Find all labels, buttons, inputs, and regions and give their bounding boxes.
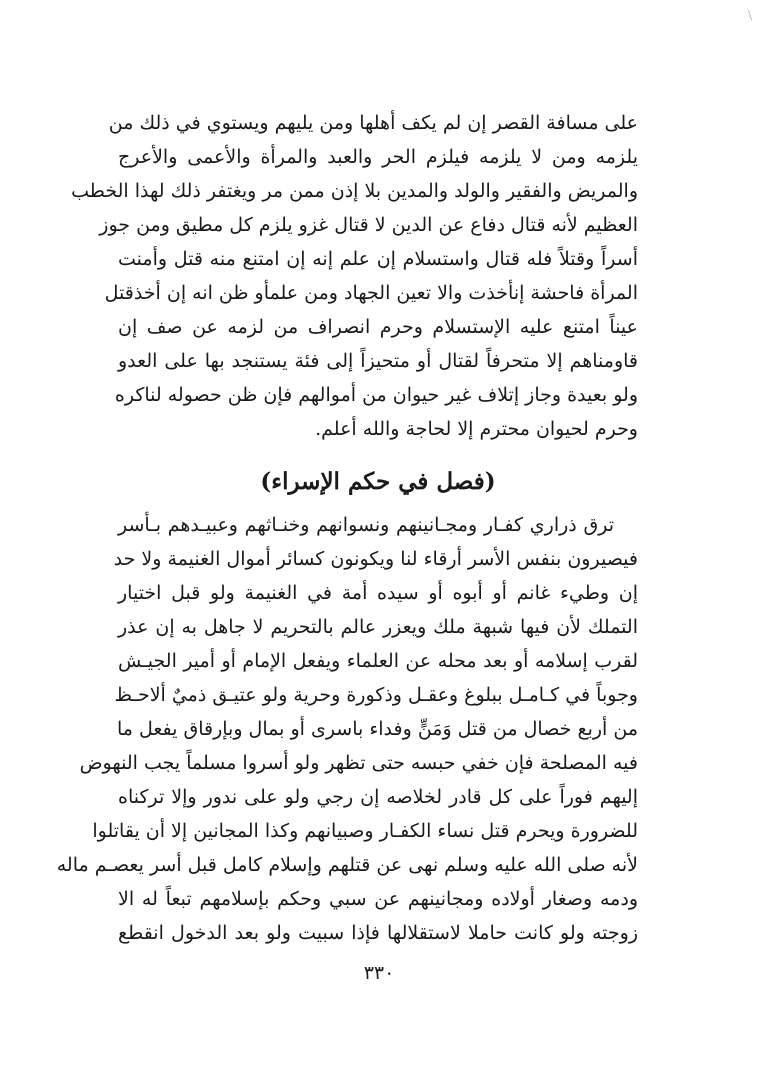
text-line: يلزمه ومن لا يلزمه فيلزم الحر والعبد والمرأة والأعمى والأعرج <box>118 146 638 168</box>
text-line: إن وطيء غانم أو أبوه أو سيده أمة في الغنيمة ولو قبل اختيار <box>118 582 638 604</box>
text-line: لأنه صلى الله عليه وسلم نهى عن قتلهم وإسلام كامل قبل أسر يعصـم ماله <box>56 854 638 876</box>
text-line: عيناً امتنع عليه الإستسلام وحرم انصراف من لزمه عن صف إن <box>118 316 638 338</box>
page-number: ٣٣٠ <box>363 962 395 984</box>
text-line: فيه المصلحة فإن خفي حبسه حتى تظهر ولو أسروا مسلماً يجب النهوض <box>79 752 638 774</box>
text-line: أسراً وقتلاً فله قتال واستسلام إن علم إنه إن امتنع منه قتل وأمنت <box>118 248 638 270</box>
text-line: وجوباً في كـامـل ببلوغ وعقـل وذكورة وحرية ولو عتيـق ذميٌ ألاحـظ <box>114 684 638 706</box>
text-line: المرأة فاحشة إنأخذت والا تعين الجهاد ومن علمأو ظن انه إن أخذقتل <box>104 282 638 304</box>
text-line: ودمه وصغار أولاده ومجانينهم عن سبي وحكم بإسلامهم تبعاً له الا <box>118 888 638 910</box>
paragraph-2 <box>56 508 638 950</box>
text-line: لقرب إسلامه أو بعد محله عن العلماء ويفعل الإمام أو أمير الجيـش <box>118 650 638 672</box>
text-line: والمريض والفقير والولد والمدين بلا إذن ممن مر ويغتفر ذلك لهذا الخطب <box>71 180 638 202</box>
text-line: العظيم لأنه قتال دفاع عن الدين لا قتال غزو يلزم كل مطيق ومن جوز <box>99 214 638 236</box>
paragraph-1 <box>71 106 638 446</box>
section-heading: (فصل في حكم الإسراء) <box>260 468 496 495</box>
corner-mark: \ <box>747 8 752 22</box>
text-line: إليهم فوراً على كل قادر لخلاصه إن رجي ولو على ندور وإلا تركناه <box>118 786 638 808</box>
text-line: ولو بعيدة وجاز إتلاف غير حيوان من أموالهم فإن ظن حصوله لناكره <box>114 384 638 406</box>
text-line: زوجته ولو كانت حاملا لاستقلالها فإذا سبيت ولو بعد الدخول انقطع <box>118 922 638 944</box>
text-line: ترق ذراري كفـار ومجـانينهم ونسوانهم وخنـاثهم وعبيـدهم بـأسر <box>118 514 614 536</box>
text-line: قاومناهم إلا متحرفاً لقتال أو متحيزاً إلى فئة يستنجد بها على العدو <box>118 350 638 372</box>
text-line: فيصيرون بنفس الأسر أرقاء لنا ويكونون كسائر أموال الغنيمة ولا حد <box>113 548 638 570</box>
text-line: على مسافة القصر إن لم يكف أهلها ومن يليهم ويستوي في ذلك من <box>108 112 638 134</box>
text-line: للضرورة ويحرم قتل نساء الكفـار وصبيانهم وكذا المجانين إلا أن يقاتلوا <box>92 820 638 842</box>
text-line: من أربع خصال من قتل وَمَنٍّ وفداء باسرى أو بمال وبإرقاق يفعل ما <box>116 718 638 740</box>
text-line: التملك لأن فيها شبهة ملك ويعزر عالم بالتحريم لا جاهل به إن عذر <box>118 616 638 638</box>
text-line: وحرم لحيوان محترم إلا لحاجة والله أعلم. <box>315 418 638 440</box>
